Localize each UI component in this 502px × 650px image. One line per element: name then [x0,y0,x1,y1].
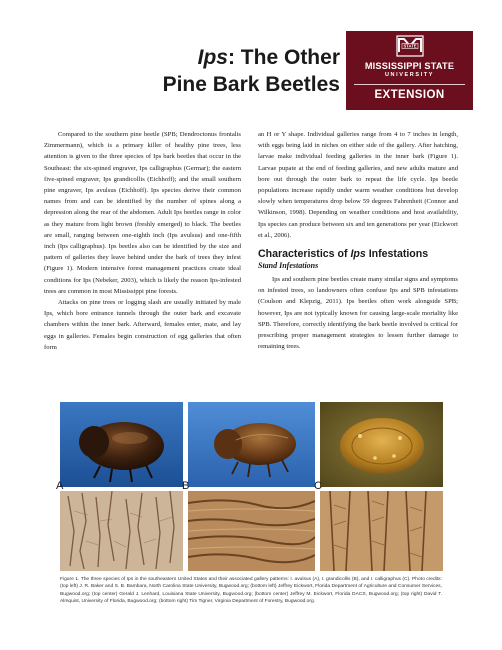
logo-divider [354,84,465,85]
panel-label-c: C [314,480,322,492]
msu-extension-logo [346,31,473,110]
document-title [60,44,340,98]
panel-label-b: B [182,480,190,492]
logo-university-name: MISSISSIPPI STATE [364,61,455,71]
section-heading-genus: Ips [350,248,366,261]
photo-ips-grandicollis-beetle [188,402,315,487]
panel-label-a: A [56,480,64,492]
section-heading [258,247,458,261]
photo-ips-avulsus-galleries [60,491,183,571]
logo-university-word: UNIVERSITY [384,72,434,78]
section-heading-suffix: Infestations [365,248,429,261]
title-genus: Ips [197,46,228,69]
attack-paragraph: Attacks on pine trees or logging slash are usually initiated by male Ips, which bore entrance tunnels through the outer bark and excavate chambers within the inner bark. Afterward, females enter, mate, and lay eggs in galleries. Females begin construction of egg galleries that often form [44,299,241,351]
photo-ips-avulsus-beetle [60,402,183,487]
gallery-paragraph: an H or Y shape. Individual galleries range from 4 to 7 inches in length, with eggs being laid in niches on either side of the gallery. After hatching, larvae make individual feeding galleries in the inner bark (Figure 1). Larvae pupate at the end of feeding galleries, and new adults mature and bore out through the outer bark to repeat the life cycle. Ips beetle populations increase rapidly under warm weather conditions but develop slowly when temperatures drop below 59 degrees Fahrenheit (Connor and Wilkinson, 1998). Depending on weather conditions and host availability, Ips species can produce between six and ten generations per year (Eickwort et al., 2006). [258,131,458,239]
section-heading-prefix: Characteristics of [258,248,351,261]
seal-text: STATE [403,43,417,49]
stand-paragraph: Ips and southern pine beetles create many similar signs and symptoms on infested trees, so landowners often confuse Ips and SPB infestations (Coulson and Klepzig, 2011). Ips beetles often work alongside SPB; however, Ips are not typically known for causing large-scale mortality like SPB. Therefore, correctly identifying the bark beetle involved is critical for prescribing proper management strategies to lessen further damage to remaining trees. [258,276,458,351]
right-column [258,129,458,352]
logo-extension: EXTENSION [374,89,445,101]
left-column [44,129,241,353]
photo-ips-calligraphus-beetle [320,402,443,487]
title-rest: : The Other [227,46,340,69]
subheading: Stand Infestations [258,261,319,271]
photo-ips-grandicollis-galleries [188,491,315,571]
title-line2: Pine Bark Beetles [162,73,340,96]
msu-state-seal-icon [396,35,424,57]
intro-paragraph: Compared to the southern pine beetle (SPB; Dendroctonus frontalis Zimmermann), which is a primary killer of healthy pine trees, less attention is given to the three species of Ips bark beetles that occur in the Southeast: the six-spined engraver, Ips calligraphus (Germar); the eastern five-spined engraver, Ips grandicollis (Eichhoff); and the small southern pine engraver, Ips avulsus (Eichhoff). Ips species derive their common names from and can be identified by the number of spines along a depression along the rear of the abdomen. Adult Ips beetles range in color as they mature from light brown (freshly emerged) to black. The beetles are small, ranging between one-eighth inch (Ips avulsus) and one-fifth inch (Ips calligraphus). Ips beetles also can be identified by the size and pattern of galleries they leave behind under the bark of trees they infest (Figure 1). Modern intensive forest management practices create ideal conditions for Ips (Nebeker, 2003), which is likely the reason Ips-infested trees are common in most Mississippi pine forests. [44,131,241,295]
figure-caption: Figure 1. The three species of Ips in the southeastern United States and their associated gallery patterns: I. avulsus (A), I. grandicollis (B), and I. calligraphus (C). Photo credits: (top left) J. R. Baker and S. B. Bambara, North Carolina State University, Bugwood.org; (bottom left) Jeffrey Eickwort, Florida Department of Agriculture and Consumer Services, Bugwood.org; (top center) Gerald J. Lenhard, Louisiana State University, Bugwood.org; (bottom center) Jeffrey M. Eickwort, Florida DACS, Bugwood.org; (top right) David T. Almquist, University of Florida, Bugwood.org; (bottom right) Tim Tigner, Virginia Department of Forestry, Bugwood.org. [60,577,442,605]
photo-ips-calligraphus-galleries [320,491,443,571]
